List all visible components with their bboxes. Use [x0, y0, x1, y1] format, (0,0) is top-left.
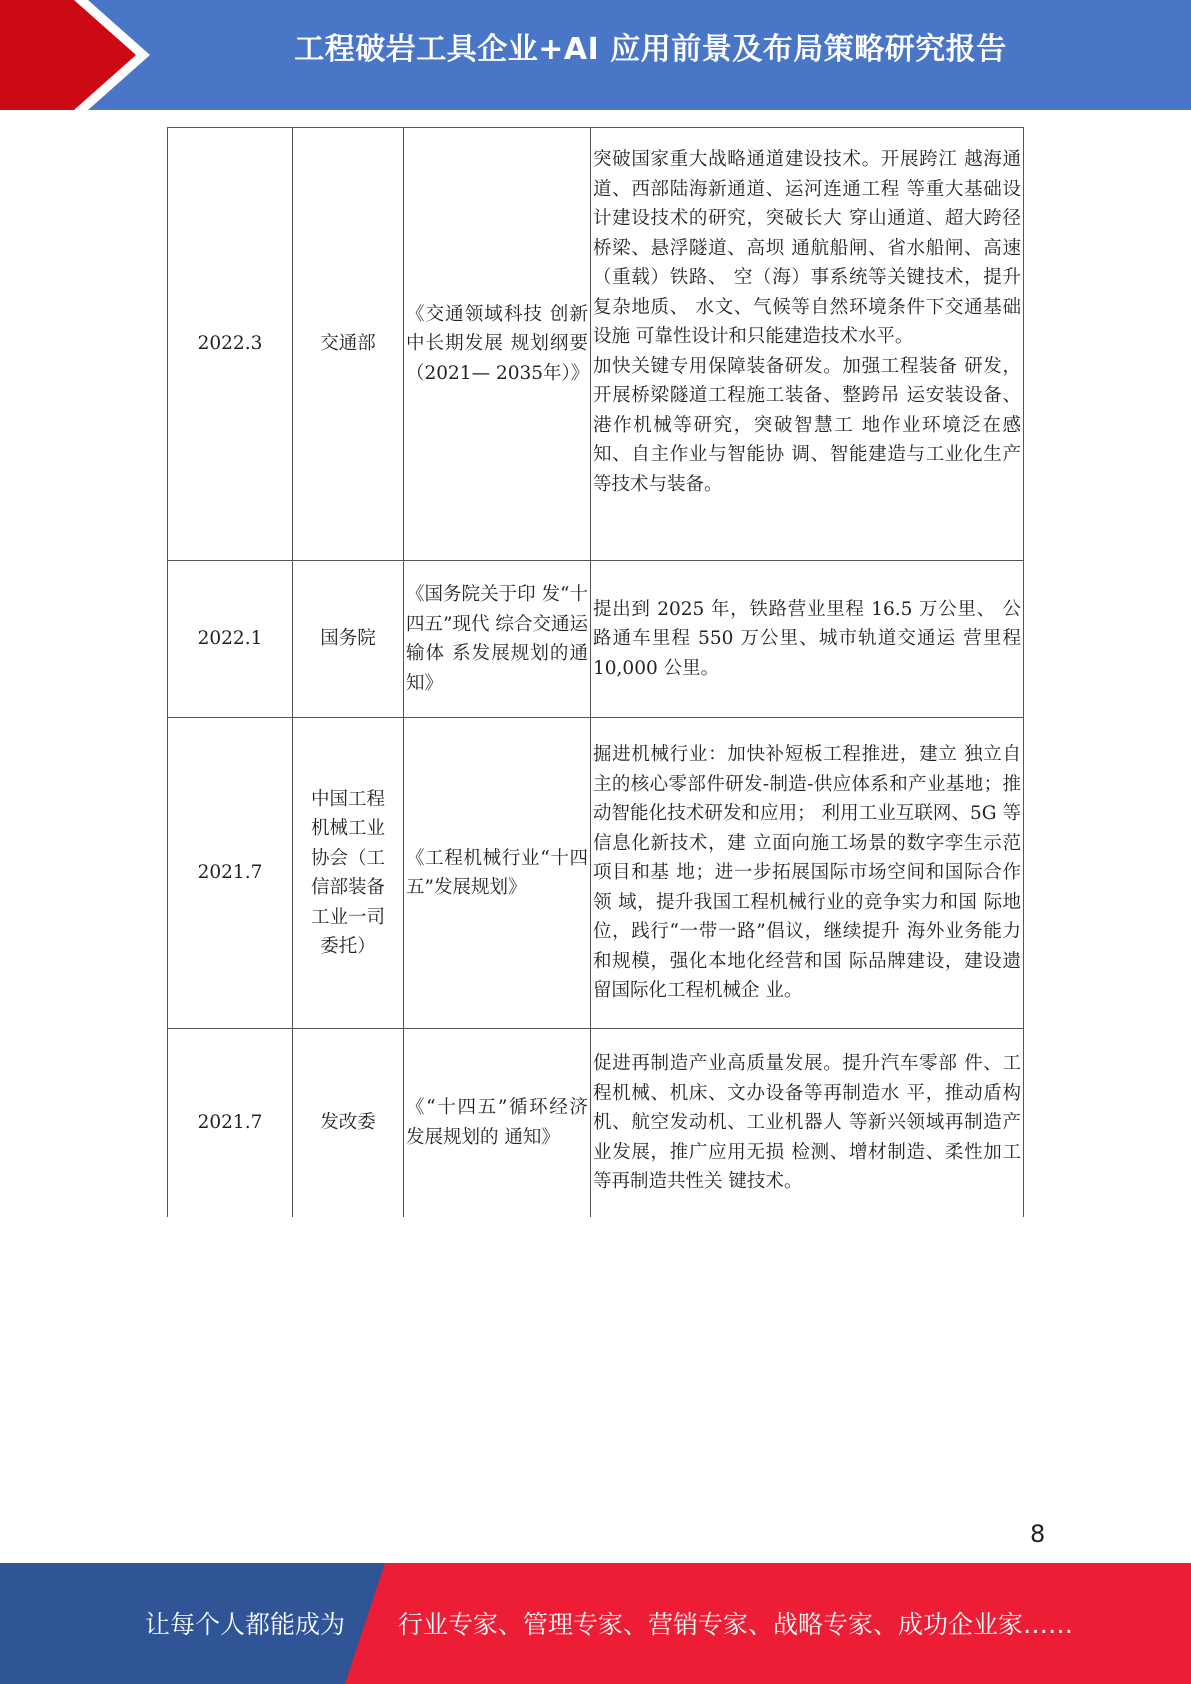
- footer-slogan-left: 让每个人都能成为: [145, 1610, 346, 1639]
- page-header: [0, 0, 1191, 110]
- report-title: 工程破岩工具企业+AI 应用前景及布局策略研究报告: [294, 32, 1007, 67]
- date-cell: 2021.7: [168, 718, 293, 1029]
- content-cell: [591, 1029, 1024, 1217]
- table-row: [168, 1029, 1024, 1217]
- department-cell: 中国工程机械工业协会（工信部装备工业一司委托）: [293, 718, 404, 1029]
- table-row: [168, 561, 1024, 718]
- content-paragraph: 加快关键专用保障装备研发。加强工程装备 研发，开展桥梁隧道工程施工装备、整跨吊 运安装设备、港作机械等研究，突破智慧工 地作业环境泛在感知、自主作业与智能协 调、智能建造与工业化生产等技术与装备。: [593, 355, 1021, 495]
- content-cell: [591, 718, 1024, 1029]
- content-paragraph: 促进再制造产业高质量发展。提升汽车零部 件、工程机械、机床、文办设备等再制造水 平，推动盾构机、航空发动机、工业机器人 等新兴领域再制造产业发展，推广应用无损 检测、增材制造、柔性加工等再制造共性关 键技术。: [593, 1053, 1021, 1192]
- date-cell: 2022.3: [168, 128, 293, 561]
- content-paragraph: 突破国家重大战略通道建设技术。开展跨江 越海通道、西部陆海新通道、运河连通工程 等重大基础设计建设技术的研究，突破长大 穿山通道、超大跨径桥梁、悬浮隧道、高坝 通航船闸、省水船闸、高速（重载）铁路、 空（海）事系统等关键技术，提升复杂地质、 水文、气候等自然环境条件下交通基础设施 可靠性设计和只能建造技术水平。: [593, 149, 1021, 347]
- content-paragraph: 掘进机械行业：加快补短板工程推进，建立 独立自主的核心零部件研发-制造-供应体系和产业基地；推动智能化技术研发和应用； 利用工业互联网、5G 等信息化新技术，建 立面向施工场景的数字孪生示范项目和基 地；进一步拓展国际市场空间和国际合作领 域，提升我国工程机械行业的竞争实力和国 际地位，践行“一带一路”倡议，继续提升 海外业务能力和规模，强化本地化经营和国 际品牌建设，建设遗留国际化工程机械企 业。: [593, 744, 1021, 1002]
- date-cell: 2021.7: [168, 1029, 293, 1217]
- policy-table: [167, 127, 1024, 1217]
- department-cell: 发改委: [293, 1029, 404, 1217]
- content-paragraph: 提出到 2025 年，铁路营业里程 16.5 万公里、 公路通车里程 550 万公里、城市轨道交通运 营里程 10,000 公里。: [593, 598, 1021, 679]
- footer-slogan-right: 行业专家、管理专家、营销专家、战略专家、成功企业家……: [398, 1610, 1074, 1639]
- table-row: [168, 718, 1024, 1029]
- department-cell: 国务院: [293, 561, 404, 718]
- page-number: 8: [1030, 1520, 1046, 1548]
- content-cell: [591, 561, 1024, 718]
- table-row: [168, 128, 1024, 561]
- document-cell: 《交通领域科技 创新中长期发展 规划纲要（2021— 2035年）》: [404, 128, 591, 561]
- date-cell: 2022.1: [168, 561, 293, 718]
- content-cell: [591, 128, 1024, 561]
- document-cell: 《工程机械行业“十四五”发展规划》: [404, 718, 591, 1029]
- document-cell: 《“十四五”循环经济发展规划的 通知》: [404, 1029, 591, 1217]
- department-cell: 交通部: [293, 128, 404, 561]
- document-cell: 《国务院关于印 发“十四五”现代 综合交通运输体 系发展规划的通 知》: [404, 561, 591, 718]
